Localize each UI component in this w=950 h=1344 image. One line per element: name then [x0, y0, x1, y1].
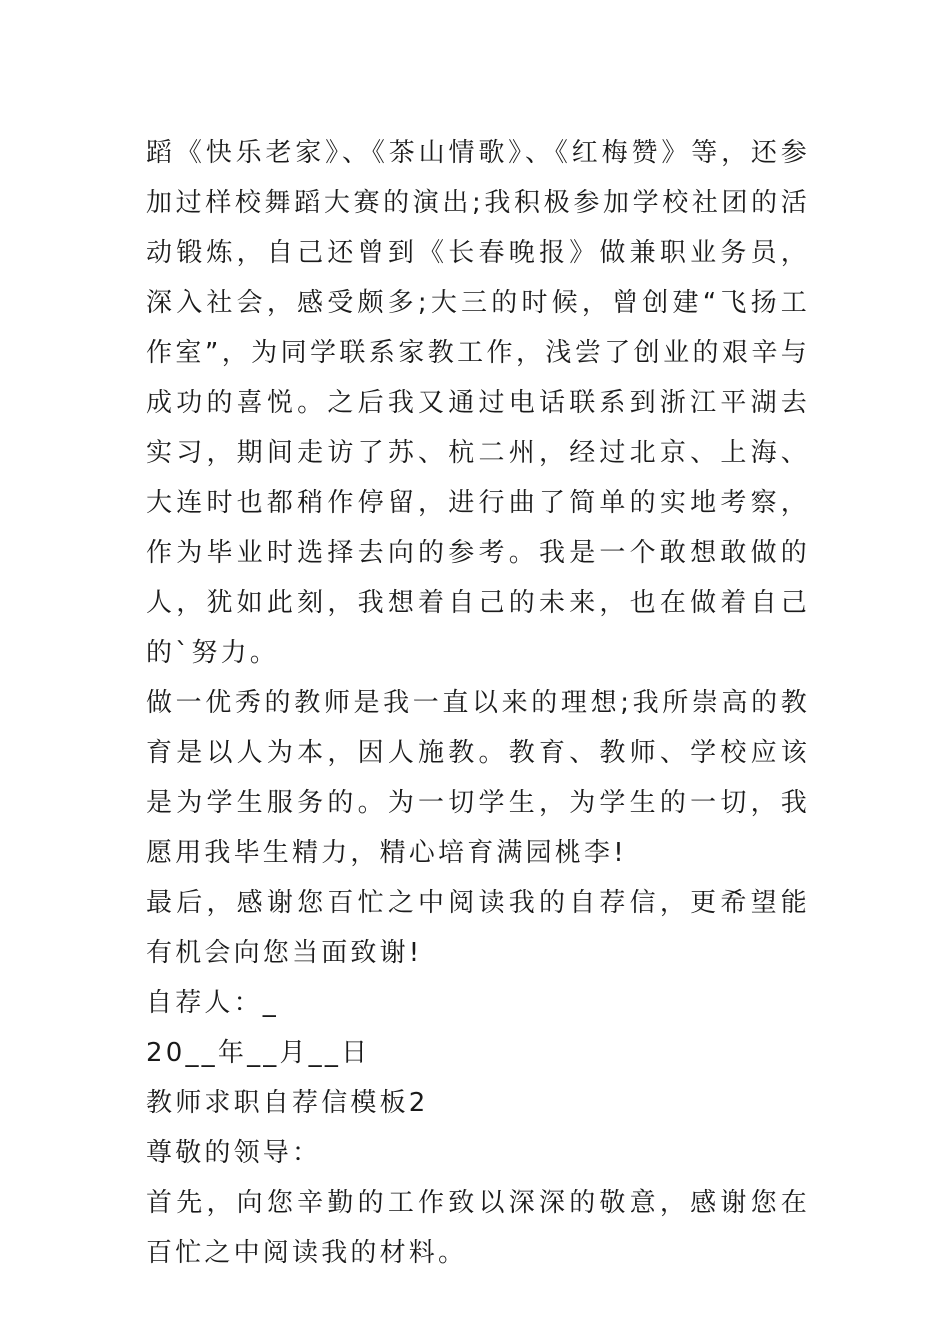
paragraph-opening: 首先，向您辛勤的工作致以深深的敬意，感谢您在百忙之中阅读我的材料。 — [146, 1188, 810, 1268]
signature-line: 自荐人：_ — [146, 988, 280, 1018]
section-title: 教师求职自荐信模板2 — [146, 1088, 429, 1118]
paragraph-ideal: 做一优秀的教师是我一直以来的理想;我所崇高的教育是以人为本，因人施教。教育、教师、学校应该是为学生服务的。为一切学生，为学生的一切，我愿用我毕生精力，精心培育满园桃李! — [146, 688, 810, 868]
paragraph-experience: 蹈《快乐老家》、《茶山情歌》、《红梅赞》等，还参加过样校舞蹈大赛的演出;我积极参加学校社团的活动锻炼，自己还曾到《长春晚报》做兼职业务员，深入社会，感受颇多;大三的时候，曾创建“飞扬工作室”，为同学联系家教工作，浅尝了创业的艰辛与成功的喜悦。之后我又通过电话联系到浙江平湖去实习，期间走访了苏、杭二州，经过北京、上海、大连时也都稍作停留，进行曲了简单的实地考察，作为毕业时选择去向的参考。我是一个敢想敢做的人，犹如此刻，我想着自己的未来，也在做着自己的`努力。 — [146, 138, 810, 668]
date-line: 20__年__月__日 — [146, 1038, 371, 1068]
document-body — [146, 128, 810, 1278]
paragraph-closing: 最后，感谢您百忙之中阅读我的自荐信，更希望能有机会向您当面致谢! — [146, 888, 810, 968]
salutation: 尊敬的领导： — [146, 1138, 322, 1168]
